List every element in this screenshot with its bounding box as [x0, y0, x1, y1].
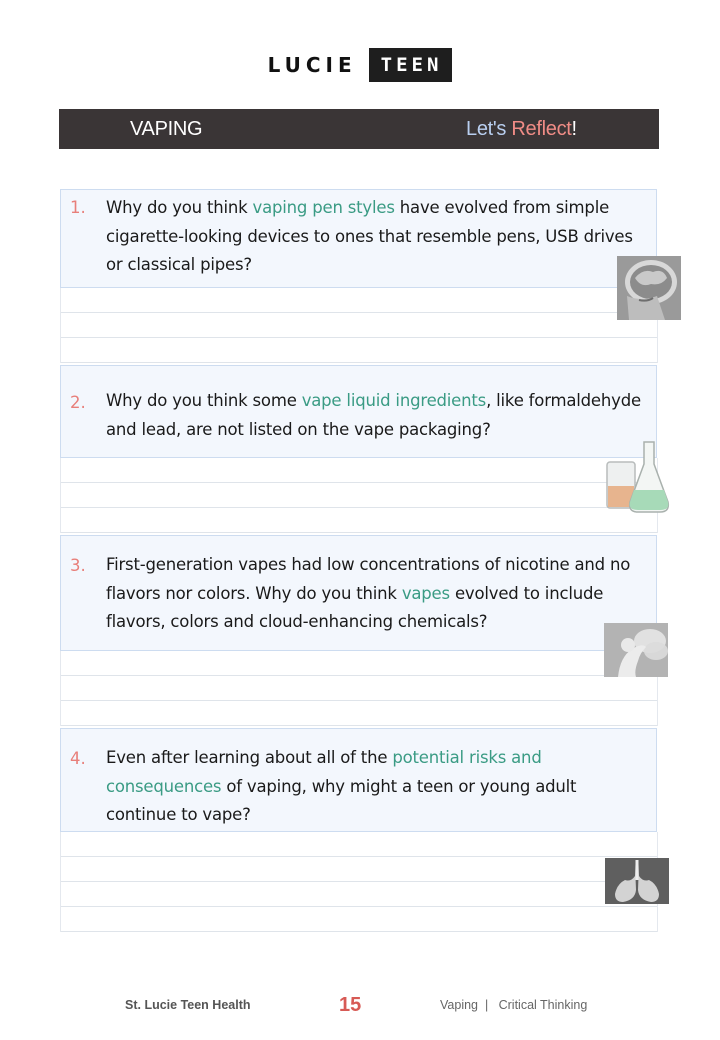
answer-line[interactable] [61, 338, 657, 363]
answer-line[interactable] [61, 857, 657, 882]
question-1-box [60, 189, 657, 288]
logo [0, 47, 720, 83]
brain-scan-icon [617, 256, 681, 320]
question-text-pre: Even after learning about all of the [106, 748, 393, 767]
answer-line[interactable] [61, 832, 657, 857]
question-4-box [60, 728, 657, 832]
banner-topic: VAPING [130, 118, 203, 140]
question-2-box [60, 365, 657, 458]
answer-line[interactable] [61, 288, 657, 313]
question-highlight: potential risks and consequences [106, 748, 542, 796]
question-text [106, 744, 651, 830]
footer-publication: St. Lucie Teen Health [125, 998, 251, 1012]
logo-word-teen: TEEN [369, 48, 453, 82]
footer-section: Vaping | Critical Thinking [440, 998, 588, 1012]
vape-cloud-icon [604, 623, 668, 677]
question-number: 2. [70, 393, 86, 412]
answer-line[interactable] [61, 483, 657, 508]
question-text-pre: Why do you think [106, 198, 253, 217]
question-highlight: vaping pen styles [252, 198, 395, 217]
question-text-pre: Why do you think some [106, 391, 302, 410]
question-number: 1. [70, 198, 86, 217]
answer-lines-3[interactable] [60, 651, 658, 726]
answer-line[interactable] [61, 458, 657, 483]
question-text [106, 387, 651, 444]
answer-line[interactable] [61, 907, 657, 932]
page-number: 15 [339, 994, 362, 1016]
question-highlight: vape liquid ingredients [301, 391, 487, 410]
question-highlight: vapes [401, 583, 450, 603]
answer-lines-2[interactable] [60, 458, 658, 533]
answer-line[interactable] [61, 701, 657, 726]
answer-line[interactable] [61, 676, 657, 701]
answer-lines-4[interactable] [60, 832, 658, 932]
question-text [106, 194, 651, 280]
question-text-post: have evolved from simple cigarette-looking devices to ones that resemble pens, USB drives or classical pipes? [106, 198, 633, 274]
banner-reflect-lets: Let's [466, 118, 512, 140]
question-text [106, 551, 651, 637]
lab-flask-icon [604, 440, 670, 516]
answer-line[interactable] [61, 651, 657, 676]
answer-lines-1[interactable] [60, 288, 658, 363]
question-text-post: of vaping, why might a teen or young adult continue to vape? [106, 776, 577, 824]
page-footer [0, 994, 720, 1018]
question-text-post: evolved to include flavors, colors and cloud-enhancing chemicals? [106, 583, 604, 631]
answer-line[interactable] [61, 508, 657, 533]
answer-line[interactable] [61, 882, 657, 907]
question-text-pre: First-generation vapes had low concentrations of nicotine and no flavors nor colors. Why do you think [106, 555, 631, 603]
answer-line[interactable] [61, 313, 657, 338]
banner-reflect-word: Reflect [511, 118, 572, 140]
question-number: 3. [70, 556, 86, 575]
logo-word-lucie: LUCIE [267, 53, 357, 77]
banner-reflect-bang: ! [571, 118, 577, 140]
title-banner [59, 109, 659, 149]
lungs-xray-icon [605, 858, 669, 904]
question-3-box [60, 535, 657, 651]
banner-reflect [466, 118, 577, 141]
question-text-post: , like formaldehyde and lead, are not listed on the vape packaging? [106, 391, 641, 439]
question-number: 4. [70, 749, 86, 768]
